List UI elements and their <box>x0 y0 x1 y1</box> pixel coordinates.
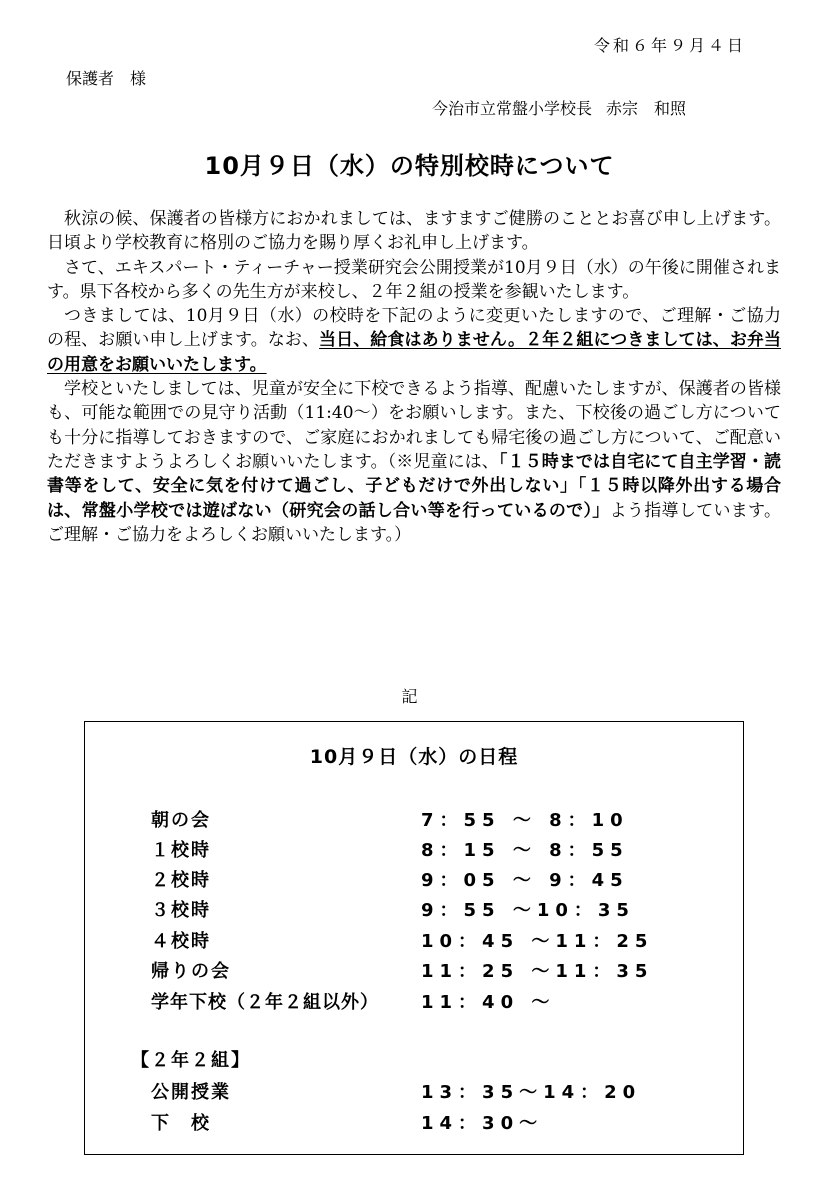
document-title: 10月９日（水）の特別校時について <box>204 152 615 180</box>
schedule-row <box>85 806 743 836</box>
schedule-row <box>85 836 743 866</box>
paragraph-text: よう指導しています。ご理解・ご協力をよろしくお願いいたします。） <box>47 500 782 545</box>
class-heading: 【２年２組】 <box>131 1050 251 1071</box>
schedule-time: 9：05 〜 9：45 <box>421 870 629 891</box>
schedule-label: 朝の会 <box>151 810 211 831</box>
schedule-label: ３校時 <box>151 900 211 921</box>
schedule-label: ２校時 <box>151 870 211 891</box>
schedule-label: 下 校 <box>151 1113 211 1134</box>
schedule-box <box>84 721 744 1155</box>
lunch-notice: 当日、給食はありません。２年２組につきましては、お弁当の用意をお願いいたします。 <box>47 330 781 375</box>
paragraph-schedule-change <box>47 304 781 377</box>
ki-marker: 記 <box>401 687 418 706</box>
schedule-label: 公開授業 <box>151 1082 231 1103</box>
schedule-time: 7：55 〜 8：10 <box>421 810 629 831</box>
paragraph-text: 学校といたしましては、児童が安全に下校できるよう指導、配慮いたしますが、保護者の皆様も、可能な範囲での見守り活動（11:40〜）をお願いします。また、下校後の過ごし方についても十分に指導しておきますので、ご家庭におかれましても帰宅後の過ごし方について、ご配意いただきますようよろしくお願いいたします。（※児童には、 <box>47 379 781 472</box>
schedule-row <box>85 988 743 1018</box>
paragraph-event: さて、エキスパート・ティーチャー授業研究会公開授業が10月９日（水）の午後に開催されます。県下各校から多くの先生方が来校し、２年２組の授業を参観いたします。 <box>47 257 781 302</box>
schedule-label: １校時 <box>151 840 211 861</box>
letter-date: 令和６年９月４日 <box>594 36 747 55</box>
schedule-time: 11：25 〜11：35 <box>421 961 654 982</box>
sender-school: 今治市立常盤小学校長 <box>432 99 593 118</box>
schedule-label: ４校時 <box>151 931 211 952</box>
student-instructions: 「１５時までは自宅にて自主学習・読書等をして、安全に気を付けて過ごし、子どもだけで外出しない」「１５時以降外出する場合は、常盤小学校では遊ばない（研究会の話し合い等を行っているので）」 <box>47 451 782 521</box>
class-schedule-row <box>85 1078 743 1108</box>
schedule-label: 帰りの会 <box>151 961 231 982</box>
class-schedule-row <box>85 1109 743 1139</box>
schedule-time: 14：30〜 <box>421 1113 544 1134</box>
schedule-time: 13：35〜14：20 <box>421 1082 642 1103</box>
sender-name: 赤宗 和照 <box>606 99 687 118</box>
paragraph-safety <box>47 377 781 547</box>
paragraph-text: つきましては、10月９日（水）の校時を下記のように変更いたしますので、ご理解・ご協力の程、お願い申し上げます。なお、 <box>47 306 781 351</box>
schedule-row <box>85 866 743 896</box>
schedule-row <box>85 896 743 926</box>
schedule-label: 学年下校（２年２組以外） <box>151 992 379 1013</box>
letter-body <box>47 207 781 547</box>
schedule-time: 11：40 〜 <box>421 992 556 1013</box>
schedule-time: 8：15 〜 8：55 <box>421 840 629 861</box>
schedule-title: 10月９日（水）の日程 <box>309 746 519 768</box>
sender <box>432 96 686 119</box>
schedule-time: 9：55 〜10：35 <box>421 900 635 921</box>
schedule-time: 10：45 〜11：25 <box>421 931 654 952</box>
schedule-row <box>85 927 743 957</box>
paragraph-greeting: 秋涼の候、保護者の皆様方におかれましては、ますますご健勝のこととお喜び申し上げます。日頃より学校教育に格別のご協力を賜り厚くお礼申し上げます。 <box>47 209 781 254</box>
recipient: 保護者 様 <box>66 69 147 88</box>
schedule-row <box>85 957 743 987</box>
